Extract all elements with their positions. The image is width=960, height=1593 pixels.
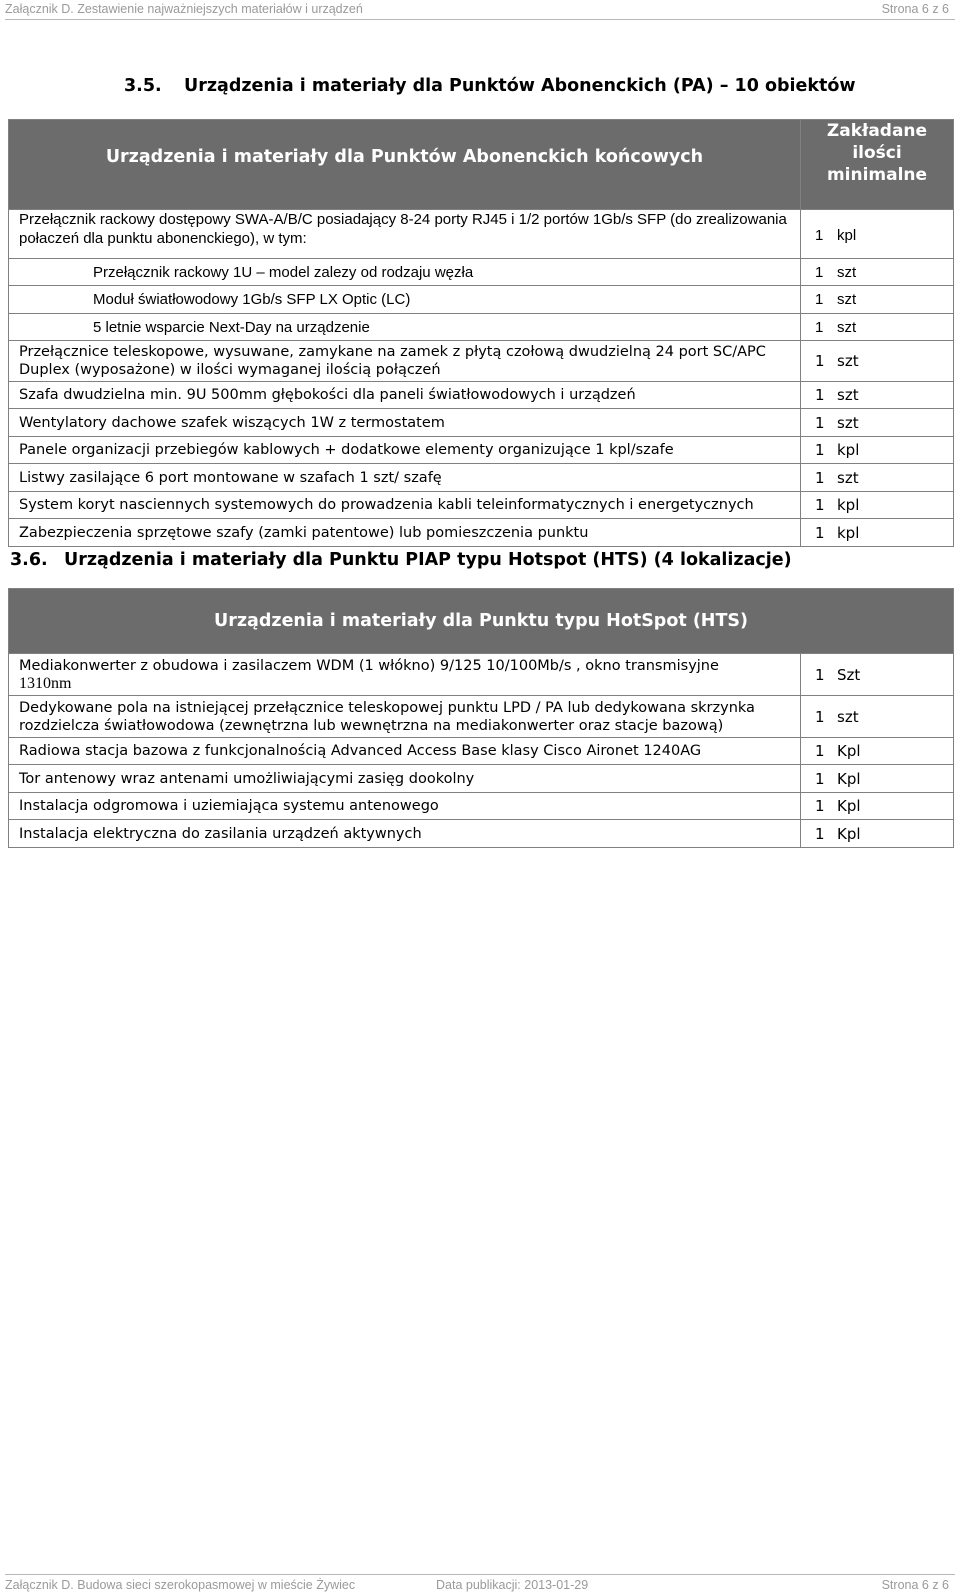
qty-header-line: minimalne [826,165,928,185]
table-row [9,696,954,738]
footer-document-title: Załącznik D. Budowa sieci szerokopasmowej w mieście Żywiec [5,1578,356,1592]
quantity-unit: szt [837,291,857,308]
footer-page-number: Strona 6 z 6 [881,1578,949,1592]
row-quantity [801,409,954,437]
row-description: Szafa dwudzielna min. 9U 500mm głębokości dla paneli światłowodowych i urządzeń [9,382,801,409]
quantity-unit: szt [837,318,857,336]
table-row [9,314,954,341]
pa-materials-table [8,119,954,547]
quantity-value: 1 [815,523,825,542]
quantity-value: 1 [815,742,825,760]
row-quantity [801,519,954,547]
table-row [9,765,954,793]
table-row [9,341,954,382]
quantity-value: 1 [815,352,825,370]
table-row [9,492,954,519]
quantity-unit: kpl [837,496,860,514]
quantity-value: 1 [815,824,825,843]
quantity-value: 1 [815,468,825,487]
quantity-value: 1 [815,797,825,815]
table-row [9,793,954,820]
table-row [9,409,954,437]
quantity-unit: kpl [837,441,860,459]
quantity-value: 1 [815,263,824,281]
row-description [9,654,801,696]
header-document-title: Załącznik D. Zestawienie najważniejszych materiałów i urządzeń [5,2,363,16]
row-quantity [801,286,954,314]
row-description-line: Mediakonwerter z obudowa i zasilaczem WDM (1 włókno) 9/125 10/100Mb/s , okno transmisyjne [19,657,719,674]
table-header-row [9,120,954,210]
hts-materials-table [8,588,954,848]
row-description: Przełącznik rackowy 1U – model zalezy od rodzaju węzła [9,259,801,286]
table-row [9,286,954,314]
section-number: 3.5. [124,76,162,96]
table-row [9,654,954,696]
page-footer [5,1574,955,1593]
quantity-unit: Kpl [837,824,861,843]
row-quantity [801,820,954,848]
row-description-line: 1310nm [19,674,72,692]
table-row [9,519,954,547]
table-row [9,210,954,259]
row-description: Instalacja elektryczna do zasilania urządzeń aktywnych [9,820,801,848]
quantity-value: 1 [815,413,825,432]
row-quantity [801,259,954,286]
table-row [9,738,954,765]
header-page-number: Strona 6 z 6 [881,2,949,16]
quantity-value: 1 [815,707,825,726]
row-quantity [801,382,954,409]
row-description: Wentylatory dachowe szafek wiszących 1W z termostatem [9,409,801,437]
quantity-unit: Szt [837,665,861,684]
row-description: Przełącznik rackowy dostępowy SWA-A/B/C posiadający 8-24 porty RJ45 i 1/2 portów 1Gb/s SFP (do zrealizowania połaczeń dla punktu abonenckiego), w tym: [9,210,801,259]
row-description: Moduł światłowodowy 1Gb/s SFP LX Optic (LC) [9,286,801,314]
table-row [9,382,954,409]
section-title: Urządzenia i materiały dla Punktów Abonenckich (PA) – 10 obiektów [184,76,856,96]
quantity-value: 1 [815,441,825,459]
row-description: 5 letnie wsparcie Next-Day na urządzenie [9,314,801,341]
row-description: Przełącznice teleskopowe, wysuwane, zamykane na zamek z płytą czołową dwudzielną 24 port SC/APC Duplex (wyposażone) w ilości wymaganej ilością połączeń [9,341,801,382]
row-description: System koryt nasciennych systemowych do prowadzenia kabli teleinformatycznych i energetycznych [9,492,801,519]
quantity-unit: szt [837,413,859,432]
row-quantity [801,341,954,382]
row-description: Zabezpieczenia sprzętowe szafy (zamki patentowe) lub pomieszczenia punktu [9,519,801,547]
row-quantity [801,437,954,464]
quantity-unit: Kpl [837,742,861,760]
table-row [9,259,954,286]
row-description: Instalacja odgromowa i uziemiająca systemu antenowego [9,793,801,820]
table-row [9,820,954,848]
qty-header-line: ilości [852,143,902,163]
quantity-unit: szt [837,352,859,370]
table-row [9,437,954,464]
quantity-value: 1 [815,227,824,244]
quantity-unit: Kpl [837,797,861,815]
row-description: Panele organizacji przebiegów kablowych + dodatkowe elementy organizujące 1 kpl/szafe [9,437,801,464]
quantity-value: 1 [815,291,824,308]
row-description: Tor antenowy wraz antenami umożliwiającymi zasięg dookolny [9,765,801,793]
row-quantity [801,765,954,793]
quantity-unit: szt [837,386,859,404]
table-header-row [9,589,954,654]
table-header-title: Urządzenia i materiały dla Punktów Abonenckich końcowych [9,120,801,210]
row-quantity [801,793,954,820]
row-quantity [801,492,954,519]
quantity-unit: kpl [837,227,857,244]
row-quantity [801,696,954,738]
quantity-value: 1 [815,769,825,788]
table-header-quantity [801,120,954,210]
footer-publication-date: Data publikacji: 2013-01-29 [436,1578,589,1592]
row-quantity [801,314,954,341]
row-quantity [801,464,954,492]
section-title: Urządzenia i materiały dla Punktu PIAP typu Hotspot (HTS) (4 lokalizacje) [64,550,792,570]
row-description: Listwy zasilające 6 port montowane w szafach 1 szt/ szafę [9,464,801,492]
quantity-value: 1 [815,665,825,684]
row-quantity [801,738,954,765]
row-quantity [801,210,954,259]
table-header-title: Urządzenia i materiały dla Punktu typu HotSpot (HTS) [9,589,954,654]
row-description: Dedykowane pola na istniejącej przełącznice teleskopowej punktu LPD / PA lub dedykowana skrzynka rozdzielcza światłowodowa (zewnętrzna lub wewnętrzna na mediakonwerter oraz stacje bazową) [9,696,801,738]
quantity-value: 1 [815,386,825,404]
table-row [9,464,954,492]
quantity-unit: Kpl [837,769,861,788]
quantity-unit: szt [837,707,859,726]
quantity-unit: kpl [837,523,860,542]
quantity-value: 1 [815,496,825,514]
section-number: 3.6. [10,550,48,570]
section-heading-3-5 [124,76,856,96]
section-heading-3-6 [10,550,792,570]
qty-header-line: Zakładane [826,121,928,141]
row-quantity [801,654,954,696]
quantity-value: 1 [815,318,824,336]
quantity-unit: szt [837,468,859,487]
page-header [5,1,955,20]
row-description: Radiowa stacja bazowa z funkcjonalnością Advanced Access Base klasy Cisco Aironet 1240AG [9,738,801,765]
quantity-unit: szt [837,263,857,281]
